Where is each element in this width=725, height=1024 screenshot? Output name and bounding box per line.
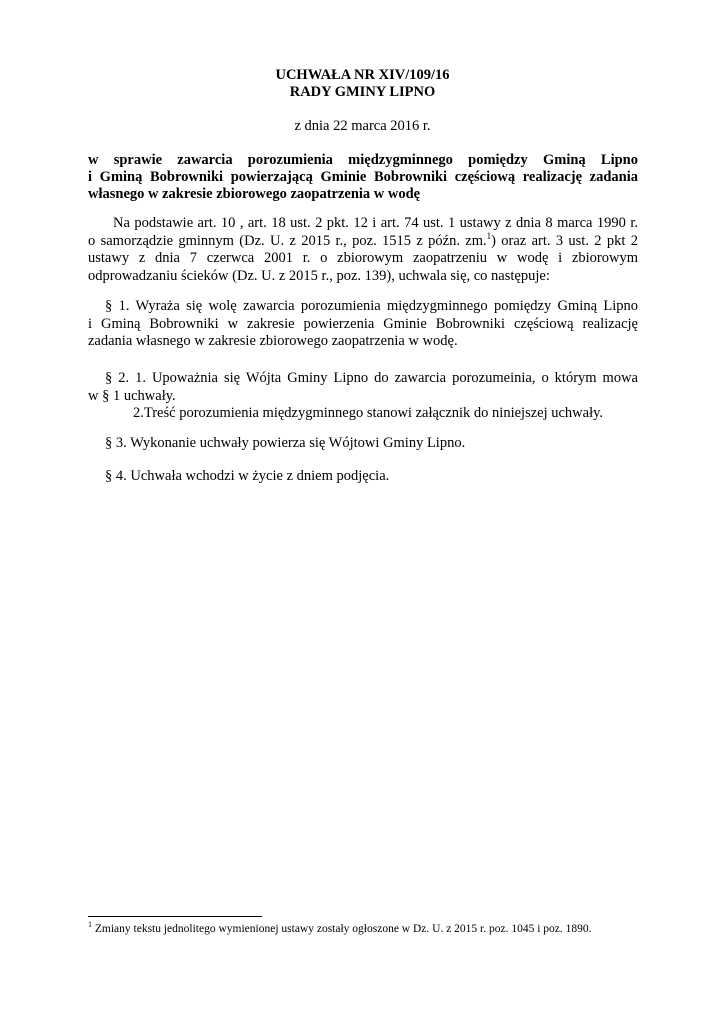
paragraph-line: § 4. Uchwała wchodzi w życie z dniem podjęcia. (105, 468, 390, 484)
resolution-title: UCHWAŁA NR XIV/109/16 (275, 67, 450, 83)
section-1 (88, 298, 638, 351)
paragraph-text: o samorządzie gminnym (Dz. U. z 2015 r., poz. 1515 z późn. zm. (88, 232, 487, 249)
footnote-separator (88, 916, 262, 917)
resolution-date: z dnia 22 marca 2016 r. (294, 118, 431, 134)
footnote-reference: 1 (486, 230, 492, 241)
subject-line: własnego w zakresie zbiorowego zaopatrzenia w wodę (88, 186, 421, 202)
paragraph-line: zadania własnego w zakresie zbiorowego zaopatrzenia w wodę. (88, 333, 458, 349)
paragraph-line: § 3. Wykonanie uchwały powierza się Wójtowi Gminy Lipno. (105, 435, 466, 451)
council-name: RADY GMINY LIPNO (289, 84, 436, 100)
paragraph-line: § 2. 1. Upoważnia się Wójta Gminy Lipno do zawarcia porozumeinia, o którym mowa (105, 370, 638, 386)
section-3 (88, 435, 638, 453)
section-4 (88, 468, 638, 486)
paragraph-line: § 1. Wyraża się wolę zawarcia porozumienia międzygminnego pomiędzy Gminą Lipno (105, 298, 638, 314)
section-2 (88, 370, 638, 423)
paragraph-line: i Gminą Bobrowniki w zakresie powierzenia Gminie Bobrowniki częściową realizację (88, 315, 638, 332)
paragraph-line: odprowadzaniu ścieków (Dz. U. z 2015 r., poz. 139), uchwala się, co następuje: (88, 267, 550, 284)
paragraph-line (88, 230, 638, 251)
footnote (88, 922, 648, 936)
paragraph-text: ) oraz art. 3 ust. 2 pkt 2 (491, 232, 638, 249)
paragraph-line: 2.Treść porozumienia międzygminnego stanowi załącznik do niniejszej uchwały. (133, 405, 604, 421)
footnote-marker: 1 (88, 920, 92, 929)
resolution-subject (88, 152, 638, 203)
subject-line: i Gminą Bobrowniki powierzającą Gminie Bobrowniki częściową realizację zadania (88, 169, 638, 185)
subject-line: w sprawie zawarcia porozumienia międzygminnego pomiędzy Gminą Lipno (88, 152, 638, 168)
paragraph-line: Na podstawie art. 10 , art. 18 ust. 2 pkt. 12 i art. 74 ust. 1 ustawy z dnia 8 marca 1990 r. (113, 215, 638, 231)
paragraph-line: w § 1 uchwały. (88, 387, 176, 404)
footnote-text: Zmiany tekstu jednolitego wymienionej ustawy zostały ogłoszone w Dz. U. z 2015 r. poz. 1045 i poz. 1890. (92, 923, 592, 935)
paragraph-line: ustawy z dnia 7 czerwca 2001 r. o zbiorowym zaopatrzeniu w wodę i zbiorowym (88, 250, 638, 266)
legal-basis-paragraph (88, 215, 638, 285)
